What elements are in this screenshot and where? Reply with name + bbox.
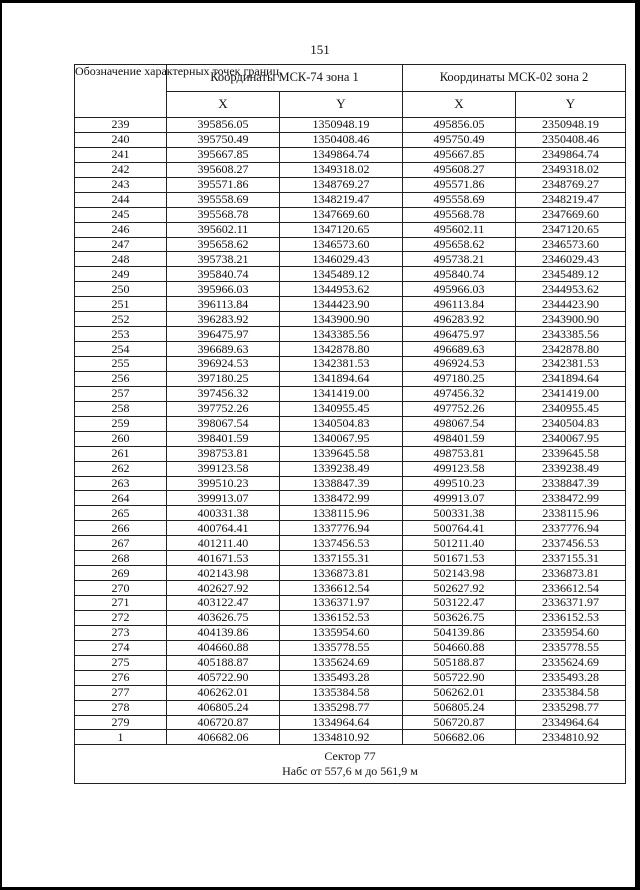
table-row bbox=[75, 416, 626, 431]
msk02-x-cell: 501211.40 bbox=[403, 536, 516, 551]
table-row bbox=[75, 715, 626, 730]
msk74-y-cell: 1349318.02 bbox=[280, 162, 403, 177]
msk74-x-cell: 404660.88 bbox=[167, 640, 280, 655]
table-row bbox=[75, 581, 626, 596]
msk74-x-header: X bbox=[167, 91, 280, 118]
msk02-y-cell: 2337776.94 bbox=[516, 521, 626, 536]
table-row bbox=[75, 566, 626, 581]
msk02-y-cell: 2338847.39 bbox=[516, 476, 626, 491]
msk74-x-cell: 401211.40 bbox=[167, 536, 280, 551]
table-row bbox=[75, 297, 626, 312]
table-row bbox=[75, 267, 626, 282]
msk02-y-cell: 2350408.46 bbox=[516, 132, 626, 147]
coordinates-table bbox=[74, 64, 626, 784]
msk74-y-cell: 1335624.69 bbox=[280, 655, 403, 670]
table-row bbox=[75, 536, 626, 551]
msk74-y-cell: 1349864.74 bbox=[280, 147, 403, 162]
msk02-y-cell: 2335954.60 bbox=[516, 625, 626, 640]
msk02-x-cell: 495568.78 bbox=[403, 207, 516, 222]
msk02-y-cell: 2349318.02 bbox=[516, 162, 626, 177]
table-row bbox=[75, 252, 626, 267]
msk02-x-cell: 495571.86 bbox=[403, 177, 516, 192]
msk02-y-cell: 2350948.19 bbox=[516, 118, 626, 133]
table-row bbox=[75, 461, 626, 476]
msk02-y-cell: 2339238.49 bbox=[516, 461, 626, 476]
msk02-x-cell: 496283.92 bbox=[403, 312, 516, 327]
msk74-x-cell: 397752.26 bbox=[167, 401, 280, 416]
table-row bbox=[75, 596, 626, 611]
msk02-y-cell: 2346029.43 bbox=[516, 252, 626, 267]
table-row bbox=[75, 312, 626, 327]
sector-label: Сектор 77 bbox=[324, 749, 376, 764]
msk74-x-cell: 395750.49 bbox=[167, 132, 280, 147]
msk74-x-cell: 397180.25 bbox=[167, 371, 280, 386]
point-cell: 262 bbox=[75, 461, 167, 476]
msk74-y-cell: 1338472.99 bbox=[280, 491, 403, 506]
msk74-x-cell: 399123.58 bbox=[167, 461, 280, 476]
msk74-x-cell: 400331.38 bbox=[167, 506, 280, 521]
msk74-y-cell: 1350408.46 bbox=[280, 132, 403, 147]
table-row bbox=[75, 118, 626, 133]
table-row bbox=[75, 207, 626, 222]
msk02-x-cell: 495966.03 bbox=[403, 282, 516, 297]
point-cell: 263 bbox=[75, 476, 167, 491]
msk74-x-cell: 396283.92 bbox=[167, 312, 280, 327]
msk74-x-cell: 396475.97 bbox=[167, 327, 280, 342]
table-row bbox=[75, 401, 626, 416]
msk02-x-cell: 495840.74 bbox=[403, 267, 516, 282]
msk02-x-cell: 506262.01 bbox=[403, 685, 516, 700]
msk74-x-cell: 395856.05 bbox=[167, 118, 280, 133]
scan-border-right bbox=[635, 0, 640, 890]
point-cell: 256 bbox=[75, 371, 167, 386]
msk74-x-cell: 398067.54 bbox=[167, 416, 280, 431]
msk74-y-cell: 1335954.60 bbox=[280, 625, 403, 640]
msk02-x-cell: 498067.54 bbox=[403, 416, 516, 431]
msk74-y-cell: 1335384.58 bbox=[280, 685, 403, 700]
msk74-x-cell: 401671.53 bbox=[167, 551, 280, 566]
table-row bbox=[75, 670, 626, 685]
msk02-x-cell: 506682.06 bbox=[403, 730, 516, 745]
msk02-y-cell: 2348219.47 bbox=[516, 192, 626, 207]
msk74-y-cell: 1336152.53 bbox=[280, 610, 403, 625]
point-cell: 264 bbox=[75, 491, 167, 506]
msk02-x-cell: 500764.41 bbox=[403, 521, 516, 536]
msk02-x-cell: 496689.63 bbox=[403, 342, 516, 357]
point-cell: 260 bbox=[75, 431, 167, 446]
point-cell: 1 bbox=[75, 730, 167, 745]
msk74-x-cell: 396113.84 bbox=[167, 297, 280, 312]
msk74-y-cell: 1347669.60 bbox=[280, 207, 403, 222]
point-cell: 241 bbox=[75, 147, 167, 162]
msk74-y-cell: 1338847.39 bbox=[280, 476, 403, 491]
point-cell: 239 bbox=[75, 118, 167, 133]
msk02-y-cell: 2335384.58 bbox=[516, 685, 626, 700]
msk74-y-cell: 1340504.83 bbox=[280, 416, 403, 431]
msk02-x-cell: 504139.86 bbox=[403, 625, 516, 640]
point-cell: 269 bbox=[75, 566, 167, 581]
msk74-y-cell: 1335493.28 bbox=[280, 670, 403, 685]
msk02-x-cell: 498753.81 bbox=[403, 446, 516, 461]
msk74-y-cell: 1346029.43 bbox=[280, 252, 403, 267]
table-row bbox=[75, 506, 626, 521]
point-cell: 255 bbox=[75, 357, 167, 372]
msk02-x-cell: 505722.90 bbox=[403, 670, 516, 685]
msk02-x-cell: 503122.47 bbox=[403, 596, 516, 611]
table-footer bbox=[75, 745, 626, 784]
table-row bbox=[75, 685, 626, 700]
msk74-x-cell: 398753.81 bbox=[167, 446, 280, 461]
msk02-y-cell: 2341419.00 bbox=[516, 386, 626, 401]
msk02-y-cell: 2338115.96 bbox=[516, 506, 626, 521]
point-cell: 253 bbox=[75, 327, 167, 342]
msk02-y-cell: 2349864.74 bbox=[516, 147, 626, 162]
msk02-x-cell: 495738.21 bbox=[403, 252, 516, 267]
msk74-x-cell: 398401.59 bbox=[167, 431, 280, 446]
msk74-y-cell: 1343385.56 bbox=[280, 327, 403, 342]
msk02-y-cell: 2336152.53 bbox=[516, 610, 626, 625]
point-cell: 278 bbox=[75, 700, 167, 715]
point-cell: 246 bbox=[75, 222, 167, 237]
point-cell: 273 bbox=[75, 625, 167, 640]
msk02-x-cell: 506805.24 bbox=[403, 700, 516, 715]
point-cell: 251 bbox=[75, 297, 167, 312]
msk02-y-cell: 2343900.90 bbox=[516, 312, 626, 327]
point-cell: 277 bbox=[75, 685, 167, 700]
msk74-y-cell: 1339645.58 bbox=[280, 446, 403, 461]
msk02-x-cell: 496924.53 bbox=[403, 357, 516, 372]
point-cell: 259 bbox=[75, 416, 167, 431]
msk74-y-cell: 1342381.53 bbox=[280, 357, 403, 372]
msk74-x-cell: 395568.78 bbox=[167, 207, 280, 222]
msk74-x-cell: 406262.01 bbox=[167, 685, 280, 700]
point-cell: 266 bbox=[75, 521, 167, 536]
msk02-x-header: X bbox=[403, 91, 516, 118]
msk02-x-cell: 503626.75 bbox=[403, 610, 516, 625]
point-cell: 276 bbox=[75, 670, 167, 685]
table-row bbox=[75, 371, 626, 386]
msk02-y-header: Y bbox=[516, 91, 626, 118]
msk74-x-cell: 395966.03 bbox=[167, 282, 280, 297]
point-cell: 252 bbox=[75, 312, 167, 327]
table-row bbox=[75, 327, 626, 342]
msk74-y-cell: 1341419.00 bbox=[280, 386, 403, 401]
msk74-y-cell: 1337776.94 bbox=[280, 521, 403, 536]
msk02-y-cell: 2341894.64 bbox=[516, 371, 626, 386]
msk02-x-cell: 506720.87 bbox=[403, 715, 516, 730]
msk74-y-cell: 1336873.81 bbox=[280, 566, 403, 581]
table-row bbox=[75, 162, 626, 177]
table-row bbox=[75, 282, 626, 297]
point-cell: 249 bbox=[75, 267, 167, 282]
msk74-x-cell: 395558.69 bbox=[167, 192, 280, 207]
table-row bbox=[75, 431, 626, 446]
point-cell: 250 bbox=[75, 282, 167, 297]
msk02-y-cell: 2336612.54 bbox=[516, 581, 626, 596]
msk74-x-cell: 395658.62 bbox=[167, 237, 280, 252]
table-row bbox=[75, 551, 626, 566]
msk74-y-cell: 1337155.31 bbox=[280, 551, 403, 566]
point-column-header: Обозначение характерных точек границ bbox=[75, 65, 167, 118]
point-cell: 243 bbox=[75, 177, 167, 192]
msk02-x-cell: 505188.87 bbox=[403, 655, 516, 670]
msk74-y-cell: 1334810.92 bbox=[280, 730, 403, 745]
msk74-x-cell: 395608.27 bbox=[167, 162, 280, 177]
table-row bbox=[75, 491, 626, 506]
msk74-y-cell: 1344953.62 bbox=[280, 282, 403, 297]
msk74-x-cell: 395738.21 bbox=[167, 252, 280, 267]
msk02-x-cell: 497456.32 bbox=[403, 386, 516, 401]
msk02-y-cell: 2335493.28 bbox=[516, 670, 626, 685]
msk74-y-cell: 1334964.64 bbox=[280, 715, 403, 730]
table-row bbox=[75, 192, 626, 207]
msk74-x-cell: 404139.86 bbox=[167, 625, 280, 640]
msk74-group-header: Координаты МСК-74 зона 1 bbox=[167, 65, 403, 92]
table-body bbox=[75, 118, 626, 745]
msk02-y-cell: 2340067.95 bbox=[516, 431, 626, 446]
msk74-y-cell: 1336612.54 bbox=[280, 581, 403, 596]
point-cell: 245 bbox=[75, 207, 167, 222]
msk74-x-cell: 397456.32 bbox=[167, 386, 280, 401]
table-row bbox=[75, 222, 626, 237]
table-row bbox=[75, 237, 626, 252]
table-row bbox=[75, 521, 626, 536]
msk02-x-cell: 496475.97 bbox=[403, 327, 516, 342]
table-row bbox=[75, 446, 626, 461]
msk02-y-cell: 2336873.81 bbox=[516, 566, 626, 581]
msk02-y-cell: 2334964.64 bbox=[516, 715, 626, 730]
msk02-x-cell: 502627.92 bbox=[403, 581, 516, 596]
point-cell: 268 bbox=[75, 551, 167, 566]
msk02-x-cell: 497752.26 bbox=[403, 401, 516, 416]
point-cell: 257 bbox=[75, 386, 167, 401]
point-cell: 274 bbox=[75, 640, 167, 655]
msk02-y-cell: 2335624.69 bbox=[516, 655, 626, 670]
point-cell: 247 bbox=[75, 237, 167, 252]
table-row bbox=[75, 132, 626, 147]
point-cell: 265 bbox=[75, 506, 167, 521]
point-cell: 258 bbox=[75, 401, 167, 416]
msk74-y-cell: 1339238.49 bbox=[280, 461, 403, 476]
msk74-x-cell: 406805.24 bbox=[167, 700, 280, 715]
msk02-x-cell: 497180.25 bbox=[403, 371, 516, 386]
msk74-y-cell: 1335298.77 bbox=[280, 700, 403, 715]
msk02-y-cell: 2347669.60 bbox=[516, 207, 626, 222]
msk74-y-cell: 1340955.45 bbox=[280, 401, 403, 416]
msk74-y-cell: 1336371.97 bbox=[280, 596, 403, 611]
msk02-y-cell: 2344953.62 bbox=[516, 282, 626, 297]
msk74-x-cell: 399510.23 bbox=[167, 476, 280, 491]
msk02-y-cell: 2337456.53 bbox=[516, 536, 626, 551]
table-row bbox=[75, 700, 626, 715]
msk74-x-cell: 395667.85 bbox=[167, 147, 280, 162]
msk02-x-cell: 504660.88 bbox=[403, 640, 516, 655]
table-row bbox=[75, 655, 626, 670]
msk02-y-cell: 2342381.53 bbox=[516, 357, 626, 372]
msk02-y-cell: 2346573.60 bbox=[516, 237, 626, 252]
point-cell: 272 bbox=[75, 610, 167, 625]
scan-border-left bbox=[0, 0, 2, 890]
point-cell: 244 bbox=[75, 192, 167, 207]
msk02-x-cell: 501671.53 bbox=[403, 551, 516, 566]
table-row bbox=[75, 625, 626, 640]
table-row bbox=[75, 476, 626, 491]
msk02-x-cell: 495608.27 bbox=[403, 162, 516, 177]
msk02-x-cell: 498401.59 bbox=[403, 431, 516, 446]
point-cell: 254 bbox=[75, 342, 167, 357]
msk74-y-cell: 1342878.80 bbox=[280, 342, 403, 357]
msk02-x-cell: 495602.11 bbox=[403, 222, 516, 237]
msk74-y-cell: 1338115.96 bbox=[280, 506, 403, 521]
msk02-y-cell: 2340504.83 bbox=[516, 416, 626, 431]
msk02-x-cell: 495856.05 bbox=[403, 118, 516, 133]
height-range-label: Набс от 557,6 м до 561,9 м bbox=[282, 764, 418, 779]
msk02-y-cell: 2342878.80 bbox=[516, 342, 626, 357]
msk02-y-cell: 2335778.55 bbox=[516, 640, 626, 655]
msk02-y-cell: 2347120.65 bbox=[516, 222, 626, 237]
msk02-x-cell: 495750.49 bbox=[403, 132, 516, 147]
msk02-x-cell: 502143.98 bbox=[403, 566, 516, 581]
msk74-x-cell: 402143.98 bbox=[167, 566, 280, 581]
msk02-x-cell: 499913.07 bbox=[403, 491, 516, 506]
msk74-y-cell: 1341894.64 bbox=[280, 371, 403, 386]
table-row bbox=[75, 610, 626, 625]
point-cell: 270 bbox=[75, 581, 167, 596]
msk02-x-cell: 496113.84 bbox=[403, 297, 516, 312]
msk74-y-header: Y bbox=[280, 91, 403, 118]
msk02-group-header: Координаты МСК-02 зона 2 bbox=[403, 65, 626, 92]
msk02-y-cell: 2340955.45 bbox=[516, 401, 626, 416]
msk02-y-cell: 2337155.31 bbox=[516, 551, 626, 566]
msk74-y-cell: 1340067.95 bbox=[280, 431, 403, 446]
msk74-y-cell: 1335778.55 bbox=[280, 640, 403, 655]
point-cell: 271 bbox=[75, 596, 167, 611]
msk02-y-cell: 2344423.90 bbox=[516, 297, 626, 312]
table-row bbox=[75, 147, 626, 162]
msk02-y-cell: 2338472.99 bbox=[516, 491, 626, 506]
msk74-y-cell: 1343900.90 bbox=[280, 312, 403, 327]
msk02-x-cell: 495558.69 bbox=[403, 192, 516, 207]
point-cell: 267 bbox=[75, 536, 167, 551]
msk74-x-cell: 406682.06 bbox=[167, 730, 280, 745]
point-cell: 261 bbox=[75, 446, 167, 461]
msk74-x-cell: 395571.86 bbox=[167, 177, 280, 192]
msk02-y-cell: 2348769.27 bbox=[516, 177, 626, 192]
msk74-y-cell: 1348219.47 bbox=[280, 192, 403, 207]
msk02-y-cell: 2335298.77 bbox=[516, 700, 626, 715]
table-row bbox=[75, 357, 626, 372]
msk74-y-cell: 1347120.65 bbox=[280, 222, 403, 237]
scan-border-top bbox=[0, 0, 640, 3]
msk02-y-cell: 2343385.56 bbox=[516, 327, 626, 342]
msk02-x-cell: 500331.38 bbox=[403, 506, 516, 521]
msk74-x-cell: 395840.74 bbox=[167, 267, 280, 282]
msk74-x-cell: 403122.47 bbox=[167, 596, 280, 611]
msk74-x-cell: 395602.11 bbox=[167, 222, 280, 237]
msk02-x-cell: 495658.62 bbox=[403, 237, 516, 252]
msk74-x-cell: 405722.90 bbox=[167, 670, 280, 685]
msk74-x-cell: 403626.75 bbox=[167, 610, 280, 625]
msk74-y-cell: 1345489.12 bbox=[280, 267, 403, 282]
point-cell: 240 bbox=[75, 132, 167, 147]
msk74-y-cell: 1348769.27 bbox=[280, 177, 403, 192]
point-cell: 248 bbox=[75, 252, 167, 267]
point-cell: 242 bbox=[75, 162, 167, 177]
msk02-x-cell: 499123.58 bbox=[403, 461, 516, 476]
msk02-y-cell: 2339645.58 bbox=[516, 446, 626, 461]
msk74-x-cell: 406720.87 bbox=[167, 715, 280, 730]
msk74-x-cell: 396689.63 bbox=[167, 342, 280, 357]
msk74-y-cell: 1350948.19 bbox=[280, 118, 403, 133]
point-cell: 275 bbox=[75, 655, 167, 670]
msk74-x-cell: 399913.07 bbox=[167, 491, 280, 506]
msk74-x-cell: 400764.41 bbox=[167, 521, 280, 536]
msk02-y-cell: 2345489.12 bbox=[516, 267, 626, 282]
msk74-y-cell: 1337456.53 bbox=[280, 536, 403, 551]
point-cell: 279 bbox=[75, 715, 167, 730]
table-row bbox=[75, 342, 626, 357]
msk02-y-cell: 2336371.97 bbox=[516, 596, 626, 611]
msk74-x-cell: 402627.92 bbox=[167, 581, 280, 596]
msk74-y-cell: 1344423.90 bbox=[280, 297, 403, 312]
table-row bbox=[75, 386, 626, 401]
msk74-x-cell: 405188.87 bbox=[167, 655, 280, 670]
table-row bbox=[75, 730, 626, 745]
table-row bbox=[75, 177, 626, 192]
msk02-x-cell: 499510.23 bbox=[403, 476, 516, 491]
msk02-y-cell: 2334810.92 bbox=[516, 730, 626, 745]
msk02-x-cell: 495667.85 bbox=[403, 147, 516, 162]
page-number: 151 bbox=[310, 42, 330, 57]
table-row bbox=[75, 640, 626, 655]
msk74-x-cell: 396924.53 bbox=[167, 357, 280, 372]
msk74-y-cell: 1346573.60 bbox=[280, 237, 403, 252]
